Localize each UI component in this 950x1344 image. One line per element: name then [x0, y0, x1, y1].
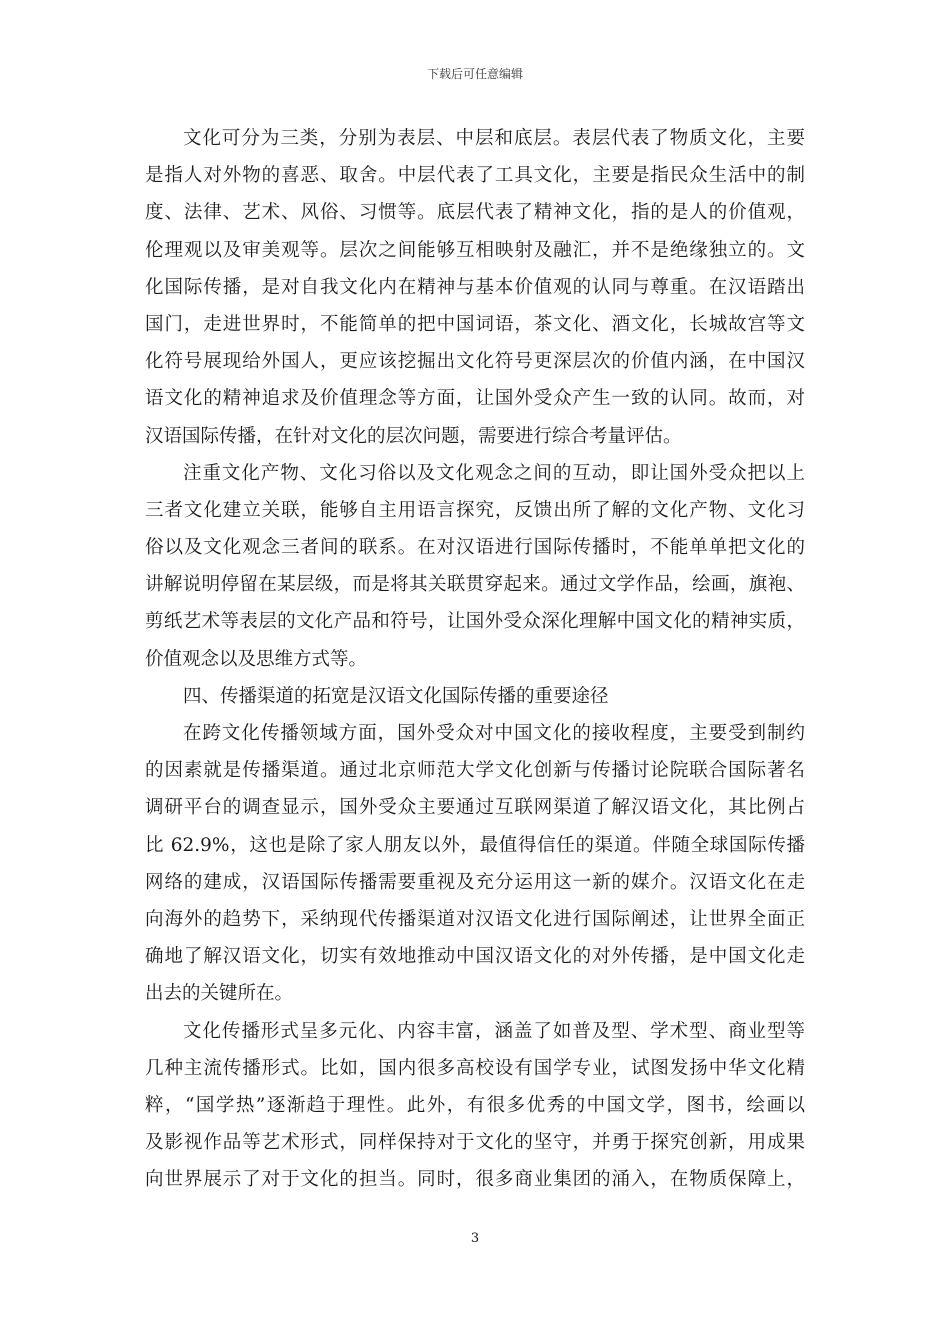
text-line: 及影视作品等艺术形式，同样保持对于文化的坚守，并勇于探究创新，用成果	[145, 1132, 805, 1154]
text-line: 四、传播渠道的拓宽是汉语文化国际传播的重要途径	[183, 685, 609, 707]
text-line: 文化可分为三类，分别为表层、中层和底层。表层代表了物质文化，主要	[183, 128, 805, 149]
text-line: 三者文化建立关联，能够自主用语言探究，反馈出所了解的文化产物、文化习	[145, 499, 805, 521]
text-line: 出去的关键所在。	[145, 983, 294, 1005]
text-line: 讲解说明停留在某层级，而是将其关联贯穿起来。通过文学作品，绘画，旗袍、	[145, 574, 805, 596]
text-line: 确地了解汉语文化，切实有效地推动中国汉语文化的对外传播，是中国文化走	[145, 946, 805, 968]
text-line: 剪纸艺术等表层的文化产品和符号，让国外受众深化理解中国文化的精神实质，	[145, 611, 805, 633]
text-line: 粹，“国学热”逐渐趋于理性。此外，有很多优秀的中国文学，图书，绘画以	[145, 1094, 805, 1116]
text-line: 的因素就是传播渠道。通过北京师范大学文化创新与传播讨论院联合国际著名	[145, 760, 805, 782]
text-line: 汉语国际传播，在针对文化的层次问题，需要进行综合考量评估。	[145, 425, 682, 447]
text-line: 向世界展示了对于文化的担当。同时，很多商业集团的涌入，在物质保障上，	[145, 1169, 805, 1191]
document-body	[145, 120, 805, 1198]
text-line: 国门，走进世界时，不能简单的把中国词语，茶文化、酒文化，长城故宫等文	[145, 313, 805, 335]
text-line: 在跨文化传播领域方面，国外受众对中国文化的接收程度，主要受到制约	[183, 723, 805, 744]
text-line: 注重文化产物、文化习俗以及文化观念之间的互动，即让国外受众把以上	[183, 462, 805, 484]
text-line: 是指人对外物的喜恶、取舍。中层代表了工具文化，主要是指民众生活中的制	[145, 165, 805, 187]
text-line: 价值观念以及思维方式等。	[145, 648, 368, 670]
text-line: 网络的建成，汉语国际传播需要重视及充分运用这一新的媒介。汉语文化在走	[145, 871, 805, 893]
text-line: 向海外的趋势下，采纳现代传播渠道对汉语文化进行国际阐述，让世界全面正	[145, 908, 805, 930]
text-line: 俗以及文化观念三者间的联系。在对汉语进行国际传播时，不能单单把文化的	[145, 537, 805, 559]
text-line: 几种主流传播形式。比如，国内很多高校设有国学专业，试图发扬中华文化精	[145, 1057, 805, 1079]
text-line: 调研平台的调查显示，国外受众主要通过互联网渠道了解汉语文化，其比例占	[145, 797, 805, 819]
text-line: 伦理观以及审美观等。层次之间能够互相映射及融汇，并不是绝缘独立的。文	[145, 239, 805, 261]
text-line: 文化传播形式呈多元化、内容丰富，涵盖了如普及型、学术型、商业型等	[183, 1020, 805, 1042]
text-line: 化符号展现给外国人，更应该挖掘出文化符号更深层次的价值内涵，在中国汉	[145, 351, 805, 373]
page-header: 下载后可任意编辑	[426, 67, 523, 81]
text-line: 化国际传播，是对自我文化内在精神与基本价值观的认同与尊重。在汉语踏出	[145, 276, 805, 298]
text-line: 度、法律、艺术、风俗、习惯等。底层代表了精神文化，指的是人的价值观，	[145, 202, 805, 224]
page-number: 3	[470, 1231, 480, 1246]
text-line: 比 62.9%，这也是除了家人朋友以外，最值得信任的渠道。伴随全球国际传播	[145, 834, 805, 856]
text-line: 语文化的精神追求及价值理念等方面，让国外受众产生一致的认同。故而，对	[145, 388, 805, 410]
